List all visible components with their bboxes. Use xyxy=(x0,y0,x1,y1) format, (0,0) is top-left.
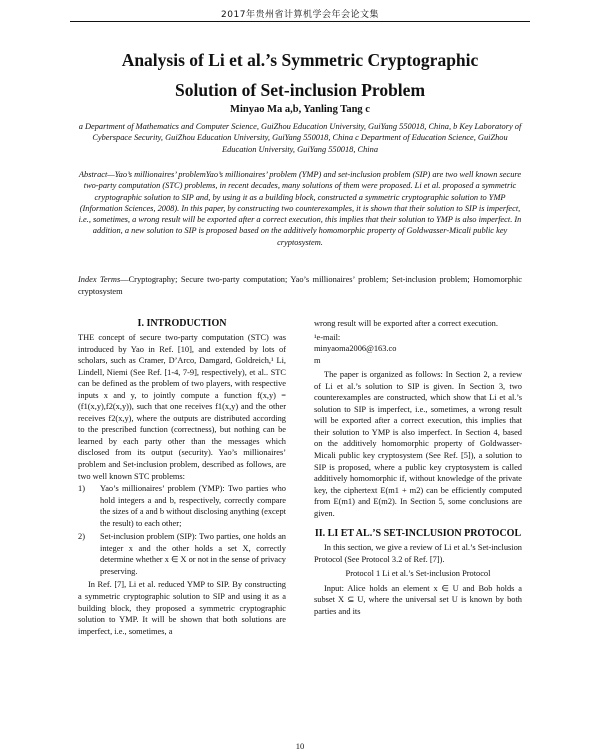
list-item xyxy=(78,483,286,529)
section-heading-introduction: I. INTRODUCTION xyxy=(137,318,227,329)
author-list: Minyao Ma a,b, Yanling Tang c xyxy=(230,104,370,115)
title-line-1: Analysis of Li et al.’s Symmetric Cryptographic xyxy=(121,50,479,70)
continued-text: wrong result will be exported after a correct execution. xyxy=(314,319,498,328)
abstract xyxy=(78,169,522,248)
index-terms-text: —Cryptography; Secure two-party computation; Yao’s millionaires’ problem; Set-inclusion problem; Homomorphic cryptosystem xyxy=(78,275,522,296)
page-number: 10 xyxy=(295,741,305,751)
list-item-number: 1) xyxy=(78,484,85,494)
abstract-lead: Abstract— xyxy=(78,170,115,179)
protocol-input: Input: Alice holds an element x ∈ U and Bob holds a subset X ⊆ U, where the universal set U is known by both parties and its xyxy=(314,583,522,617)
right-column xyxy=(314,318,522,618)
protocol-caption: Protocol 1 Li et al.’s Set-inclusion Protocol xyxy=(345,569,491,579)
header-rule xyxy=(70,21,530,22)
section-paragraph: In this section, we give a review of Li et al.’s Set-inclusion Protocol (See Protocol 3.2 of Ref. [7]). xyxy=(314,543,522,564)
paper-title xyxy=(40,45,560,105)
section-heading-protocol: II. LI ET AL.’S SET-INCLUSION PROTOCOL xyxy=(314,528,522,540)
index-terms-lead: Index Terms xyxy=(78,275,121,284)
footnote-email: minyaoma2006@163.co xyxy=(314,344,397,354)
intro-paragraph-2: In Ref. [7], Li et al. reduced YMP to SIP. By constructing a symmetric cryptographic solution to SIP and using it as a building block, they proposed a symmetric cryptographic solution to YMP. It will be shown that both solutions are imperfect, i.e., sometimes, a xyxy=(78,580,286,636)
list-item xyxy=(78,531,286,577)
abstract-text: Yao’s millionaires’ problemYao’s millionaires’ problem (YMP) and set-inclusion problem (SIP) are two well known secure two-party computation (STC) problems, in recent decades, many solutions of them were proposed. Li et al. proposed a symmetric cryptographic solution to SIP and, by using it as a building block, constructed a symmetric cryptographic solution to YMP (Information Sciences, 2008). In this paper, by constructing two counterexamples, it is shown that their solution to SIP is imperfect, i.e., sometimes, a wrong result will be exported after a correct execution, this implies that their solution to YMP is also imperfect. In addition, a new solution to SIP is proposed based on the additively homomorphic property of Goldwasser-Micali public key cryptosystem. xyxy=(78,170,522,247)
title-line-2: Solution of Set-inclusion Problem xyxy=(174,80,426,100)
organization-paragraph: The paper is organized as follows: In Section 2, a review of Li et al.’s solution to SIP is given. In Section 3, two counterexamples are constructed, which show that Li et al.’s solution to SIP is imperfect, i.e., sometimes, a wrong result will be exported after a correct execution, this implies that their solution to YMP is also imperfect. In Section 4, based on the additively homomorphic property of Goldwasser-Micali public key cryptosystem (See Ref. [5]), a solution to SIP is proposed, where a public key cryptosystem is called additively homomorphic if, without knowledge of the private key, the ciphertext E(m1 + m2) can be efficiently computed from E(m1) and E(m2). In Section 5, some conclusions are given. xyxy=(314,370,522,518)
index-terms xyxy=(78,274,522,297)
running-header: 2017年贵州省计算机学会年会论文集 xyxy=(221,10,379,20)
list-item-text: Yao’s millionaires’ problem (YMP): Two parties who hold integers a and b, respectively, correctly compare the sizes of a and b without disclosing anything (except the result) to each other; xyxy=(100,484,286,528)
intro-paragraph: THE concept of secure two-party computation (STC) was introduced by Yao in Ref. [10], and extended by lots of scholars, such as Cramer, D’Arco, Damgard, Goldreich,¹ Li, Lindell, Niemi (See Ref. [1-4, 7-9], respectively), et al.. STC can be defined as the problem of two players, with respective inputs x and y, to jointly compute a function f(x,y) = (f1(x,y),f2(x,y)), such that one receives f1(x,y) and the other receives f2(x,y), where the outputs are distributed according to the prescribed function (correctness), but nothing can be learned by each party other than the messages which disclosed from its output (security). Yao’s millionaires’ problem and Set-inclusion problem, described as follows, are two well known STC problems: xyxy=(78,333,286,481)
affiliations: a Department of Mathematics and Computer Science, GuiZhou Education University, GuiYang 550018, China, b Key Laboratory of Cyberspace Security, GuiZhou Education University, GuiYang 550018, China c Department of Education Science, GuiZhou Education University, GuiYang 550018, China xyxy=(78,122,522,154)
footnote-email-tail: m xyxy=(314,355,321,365)
left-column xyxy=(78,318,286,637)
footnote-email-label: ¹e-mail: xyxy=(314,332,341,342)
list-item-number: 2) xyxy=(78,532,85,542)
list-item-text: Set-inclusion problem (SIP): Two parties, one holds an integer x and the other holds a set X, correctly determine whether x ∈ X or not in the sense of privacy preserving. xyxy=(100,532,286,576)
